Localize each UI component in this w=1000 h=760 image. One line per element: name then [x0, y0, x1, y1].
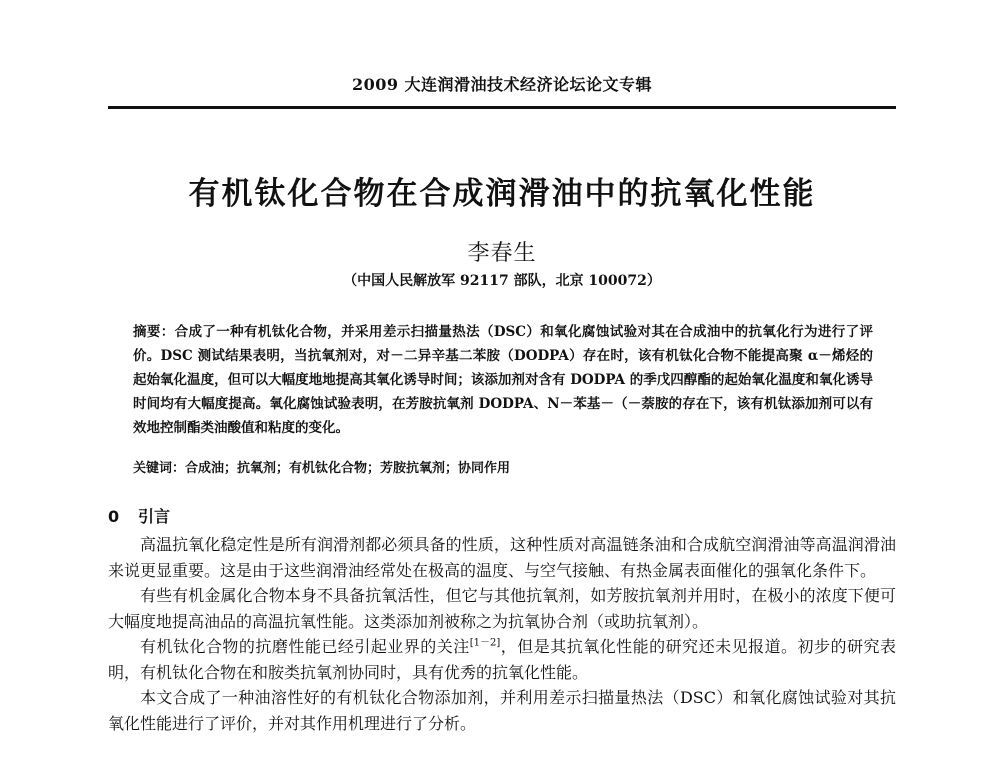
paragraph: 高温抗氧化稳定性是所有润滑剂都必须具备的性质，这种性质对高温链条油和合成航空润滑油等高温润滑油来说更显重要。这是由于这些润滑油经常处在极高的温度、与空气接触、有热金属表面催化的强氧化条件下。 [108, 535, 896, 580]
keywords [133, 458, 873, 480]
paragraph-text: 有机钛化合物的抗磨性能已经引起业界的关注 [140, 637, 470, 656]
section-title: 引言 [138, 507, 171, 526]
keywords-text: 合成油；抗氧剂；有机钛化合物；芳胺抗氧剂；协同作用 [185, 461, 511, 476]
author-name: 李春生 [467, 241, 537, 266]
header-rule [108, 106, 896, 109]
section-heading [108, 504, 896, 527]
paragraph-text: ，但是其抗氧化性能的研究还未见报道。初步的研究表明，有机钛化合物在和胺类抗氧剂协同时，具有优秀的抗氧化性能。 [108, 637, 896, 682]
paragraph: 本文合成了一种油溶性好的有机钛化合物添加剂，并利用差示扫描量热法（DSC）和氧化腐蚀试验对其抗氧化性能进行了评价，并对其作用机理进行了分析。 [108, 688, 896, 733]
paragraph: 有些有机金属化合物本身不具备抗氧活性，但它与其他抗氧剂，如芳胺抗氧剂并用时，在极小的浓度下便可大幅度地提高油品的高温抗氧性能。这类添加剂被称之为抗氧协合剂（或助抗氧剂）。 [108, 586, 896, 631]
paragraph [108, 634, 896, 685]
keywords-label: 关键词： [133, 461, 186, 476]
citation-ref: [1－2] [469, 637, 501, 649]
body-text [108, 532, 896, 736]
paper-title: 有机钛化合物在合成润滑油中的抗氧化性能 [188, 176, 816, 212]
abstract-label: 摘要： [133, 324, 175, 340]
abstract-text: 合成了一种有机钛化合物，并采用差示扫描量热法（DSC）和氧化腐蚀试验对其在合成油中的抗氧化行为进行了评价。DSC 测试结果表明，当抗氧剂对，对－二异辛基二苯胺（DODPA）存在时，该有机钛化合物不能提高聚 α－烯烃的起始氧化温度，但可以大幅度地地提高其氧化诱导时间；该添加剂对含有 DODPA 的季戊四醇酯的起始氧化温度和氧化诱导时间均有大幅度提高。氧化腐蚀试验表明，在芳胺抗氧剂 DODPA、N－苯基－（－萘胺的存在下，该有机钛添加剂可以有效地控制酯类油酸值和粘度的变化。 [133, 324, 874, 436]
section-number: 0 [108, 507, 120, 526]
author-affiliation: （中国人民解放军 92117 部队，北京 100072） [343, 273, 661, 289]
running-header: 2009 大连润滑油技术经济论坛论文专辑 [351, 75, 653, 94]
abstract [133, 320, 873, 440]
